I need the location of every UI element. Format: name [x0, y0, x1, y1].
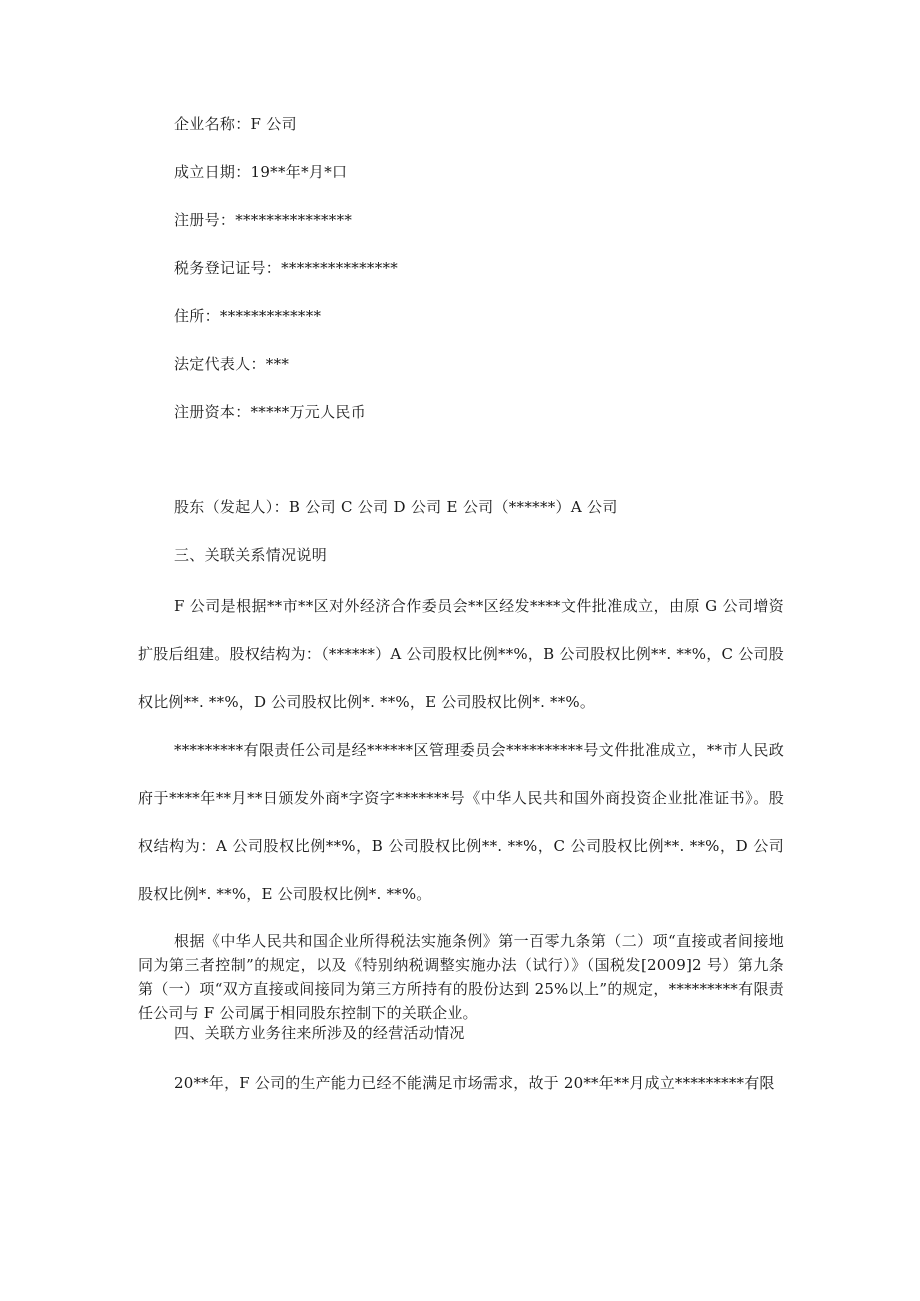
- section-3-paragraph-2: *********有限责任公司是经******区管理委员会**********号文件批准成立，**市人民政府于****年**月**日颁发外商*字资字*******号《中华人民共和国外商投资企业批准证书》。股权结构为：A 公司股权比例**%，B 公司股权比例**. **%，C 公司股权比例**. **%，D 公司股权比例*. **%，E 公司股权比例*. **%。: [138, 741, 784, 903]
- company-name-line: 企业名称：F 公司: [174, 115, 297, 133]
- section-4-heading: 四、关联方业务往来所涉及的经营活动情况: [174, 1024, 465, 1042]
- registered-capital-line: 注册资本：*****万元人民币: [174, 403, 367, 421]
- founded-date-line: 成立日期：19**年*月*口: [174, 163, 348, 181]
- shareholders-line: 股东（发起人）：B 公司 C 公司 D 公司 E 公司（******）A 公司: [174, 498, 618, 516]
- tax-registration-line: 税务登记证号：***************: [174, 259, 399, 277]
- section-3-heading: 三、关联关系情况说明: [174, 546, 328, 564]
- address-line: 住所：*************: [174, 307, 322, 325]
- legal-representative-line: 法定代表人：***: [174, 355, 290, 373]
- section-3-paragraph-1: F 公司是根据**市**区对外经济合作委员会**区经发****文件批准成立，由原 G 公司增资扩股后组建。股权结构为：（******）A 公司股权比例**%，B 公司股权比例**. **%，C 公司股权比例**. **%，D 公司股权比例*. **%，E 公司股权比例*. **%。: [138, 597, 784, 711]
- registration-number-line: 注册号：***************: [174, 211, 353, 229]
- section-3-paragraph-3: 根据《中华人民共和国企业所得税法实施条例》第一百零九条第（二）项“直接或者间接地同为第三者控制”的规定，以及《特别纳税调整实施办法（试行）》（国税发[2009]2 号）第九条第（一）项“双方直接或间接同为第三方所持有的股份达到 25%以上”的规定，*********有限责任公司与 F 公司属于相同股东控制下的关联企业。: [138, 932, 784, 1022]
- section-4-paragraph-1: 20**年，F 公司的生产能力已经不能满足市场需求，故于 20**年**月成立*********有限: [174, 1074, 775, 1092]
